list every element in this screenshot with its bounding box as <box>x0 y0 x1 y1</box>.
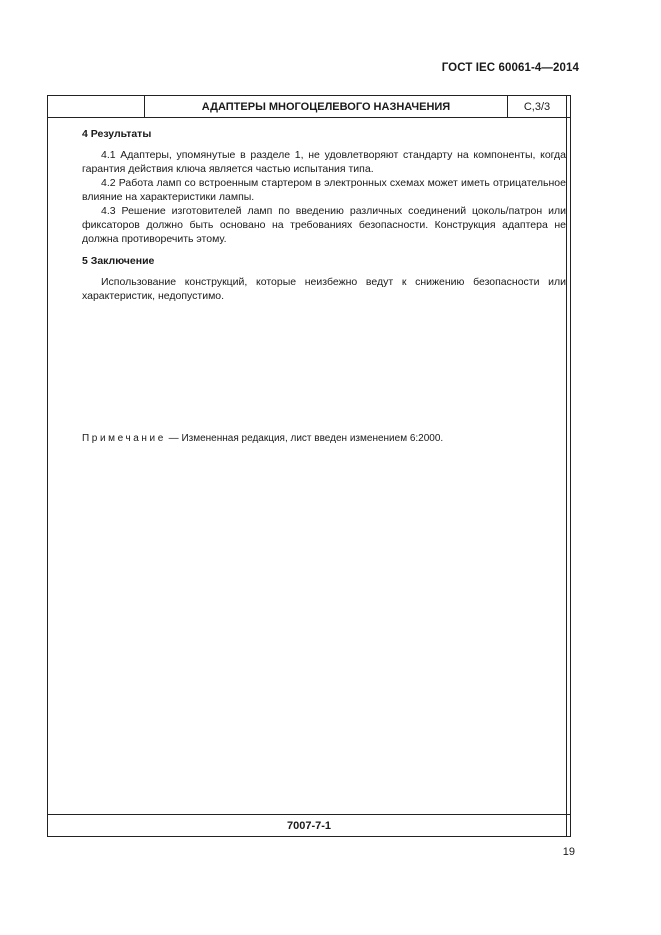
paragraph-4-1: 4.1 Адаптеры, упомянутые в разделе 1, не удовлетворяют стандарту на компоненты, когда гарантия действия ключа является частью испытания типа. <box>82 149 566 175</box>
sheet-header <box>48 96 570 118</box>
note-label: Примечание <box>82 433 166 444</box>
sheet-frame <box>47 95 571 837</box>
section-title-conclusion: 5 Заключение <box>82 255 155 267</box>
paragraph-4-3: 4.3 Решение изготовителей ламп по введению различных соединений цоколь/патрон или фиксаторов должно быть основано на требованиях безопасности. Конструкция адаптера не должна противоречить этому. <box>82 205 566 245</box>
header-empty-cell <box>48 96 145 117</box>
note <box>82 433 443 444</box>
section-title-results: 4 Результаты <box>82 128 152 140</box>
frame-double-line <box>566 96 567 836</box>
page-number: 19 <box>562 846 575 858</box>
note-text: — Измененная редакция, лист введен изменением 6:2000. <box>165 433 444 444</box>
paragraph-conclusion: Использование конструкций, которые неизбежно ведут к снижению безопасности или характеристик, недопустимо. <box>82 276 566 302</box>
sheet-footer <box>48 814 570 836</box>
sheet-content <box>82 127 566 303</box>
standard-identifier: ГОСТ IEC 60061-4—2014 <box>441 62 579 74</box>
paragraph-4-2: 4.2 Работа ламп со встроенным стартером в электронных схемах может иметь отрицательное влияние на характеристики лампы. <box>82 177 566 203</box>
header-title: АДАПТЕРЫ МНОГОЦЕЛЕВОГО НАЗНАЧЕНИЯ <box>145 96 508 117</box>
footer-sheet-code: 7007-7-1 <box>286 819 332 832</box>
header-sheet-number: С,3/3 <box>523 100 551 113</box>
